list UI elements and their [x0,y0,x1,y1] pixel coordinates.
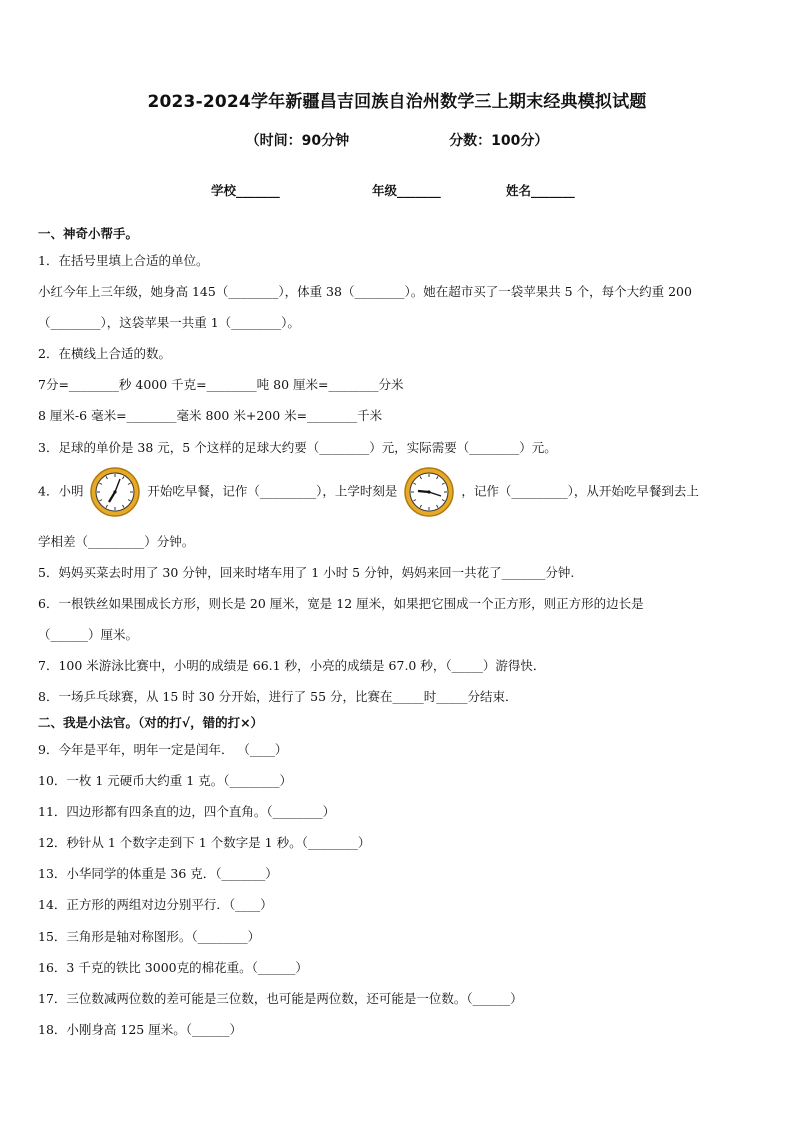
question-1-line-1: 小红今年上三年级，她身高 145（________），体重 38（________）。她在超市买了一袋苹果共 5 个，每个大约重 200 [38,284,692,299]
question-4-part-3: ，记作（_________），从开始吃早餐到去上 [461,483,699,499]
question-12: 12．秒针从 1 个数字走到下 1 个数字是 1 秒。（________） [38,835,371,850]
question-14: 14．正方形的两组对边分别平行．（____） [38,897,273,912]
question-13: 13．小华同学的体重是 36 克．（_______） [38,866,278,881]
question-3: 3．足球的单价是 38 元，5 个这样的足球大约要（________）元，实际需要（________）元。 [38,440,557,455]
question-16: 16．3 千克的铁比 3000克的棉花重。（______） [38,960,308,975]
question-6-line-1: 6．一根铁丝如果围成长方形，则长是 20 厘米，宽是 12 厘米，如果把它围成一个正方形，则正方形的边长是 [38,596,644,611]
section-heading-1: 一、神奇小帮手。 [38,226,139,241]
clock-icon-school [403,466,455,518]
grade-field[interactable]: 年级_______ [372,183,441,198]
question-1-prompt: 1．在括号里填上合适的单位。 [38,253,209,268]
question-2-line-1: 7分=________秒 4000 千克=________吨 80 厘米=________分米 [38,377,404,392]
name-field[interactable]: 姓名_______ [506,183,575,198]
school-field[interactable]: 学校_______ [211,183,280,198]
question-8: 8．一场乒乓球赛，从 15 时 30 分开始，进行了 55 分，比赛在_____时_____分结束． [38,689,518,704]
question-2-line-2: 8 厘米-6 毫米=________毫米 800 米+200 米=________千米 [38,408,383,423]
question-11: 11．四边形都有四条直的边，四个直角。（________） [38,804,336,819]
page-title: 2023-2024学年新疆昌吉回族自治州数学三上期末经典模拟试题 [147,92,647,112]
question-6-line-2: （______）厘米。 [38,627,139,642]
clock-icon-breakfast [89,466,141,518]
question-4-line-2: 学相差（_________）分钟。 [38,534,195,549]
question-17: 17．三位数减两位数的差可能是三位数，也可能是两位数，还可能是一位数。（______） [38,991,523,1006]
score-label: 分数：100分） [449,133,549,149]
question-18: 18．小刚身高 125 厘米。（______） [38,1022,242,1037]
question-1-line-2: （________），这袋苹果一共重 1（________）。 [38,315,300,330]
exam-subtitle [0,130,794,150]
question-5: 5．妈妈买菜去时用了 30 分钟，回来时堵车用了 1 小时 5 分钟，妈妈来回一共花了_______分钟. [38,565,575,580]
time-label: （时间：90分钟 [245,133,350,149]
question-10: 10．一枚 1 元硬币大约重 1 克。（________） [38,773,292,788]
question-4-line-1 [38,466,699,518]
question-4-part-1: 4．小明 [38,483,84,499]
question-7: 7．100 米游泳比赛中，小明的成绩是 66.1 秒，小亮的成绩是 67.0 秒，（_____）游得快． [38,658,546,673]
question-15: 15．三角形是轴对称图形。（________） [38,929,261,944]
section-heading-2: 二、我是小法官。（对的打√，错的打×） [38,715,264,730]
question-4-part-2: 开始吃早餐，记作（_________），上学时刻是 [147,483,398,499]
question-2-prompt: 2．在横线上合适的数。 [38,346,171,361]
question-9: 9．今年是平年，明年一定是闰年． （____） [38,742,288,757]
